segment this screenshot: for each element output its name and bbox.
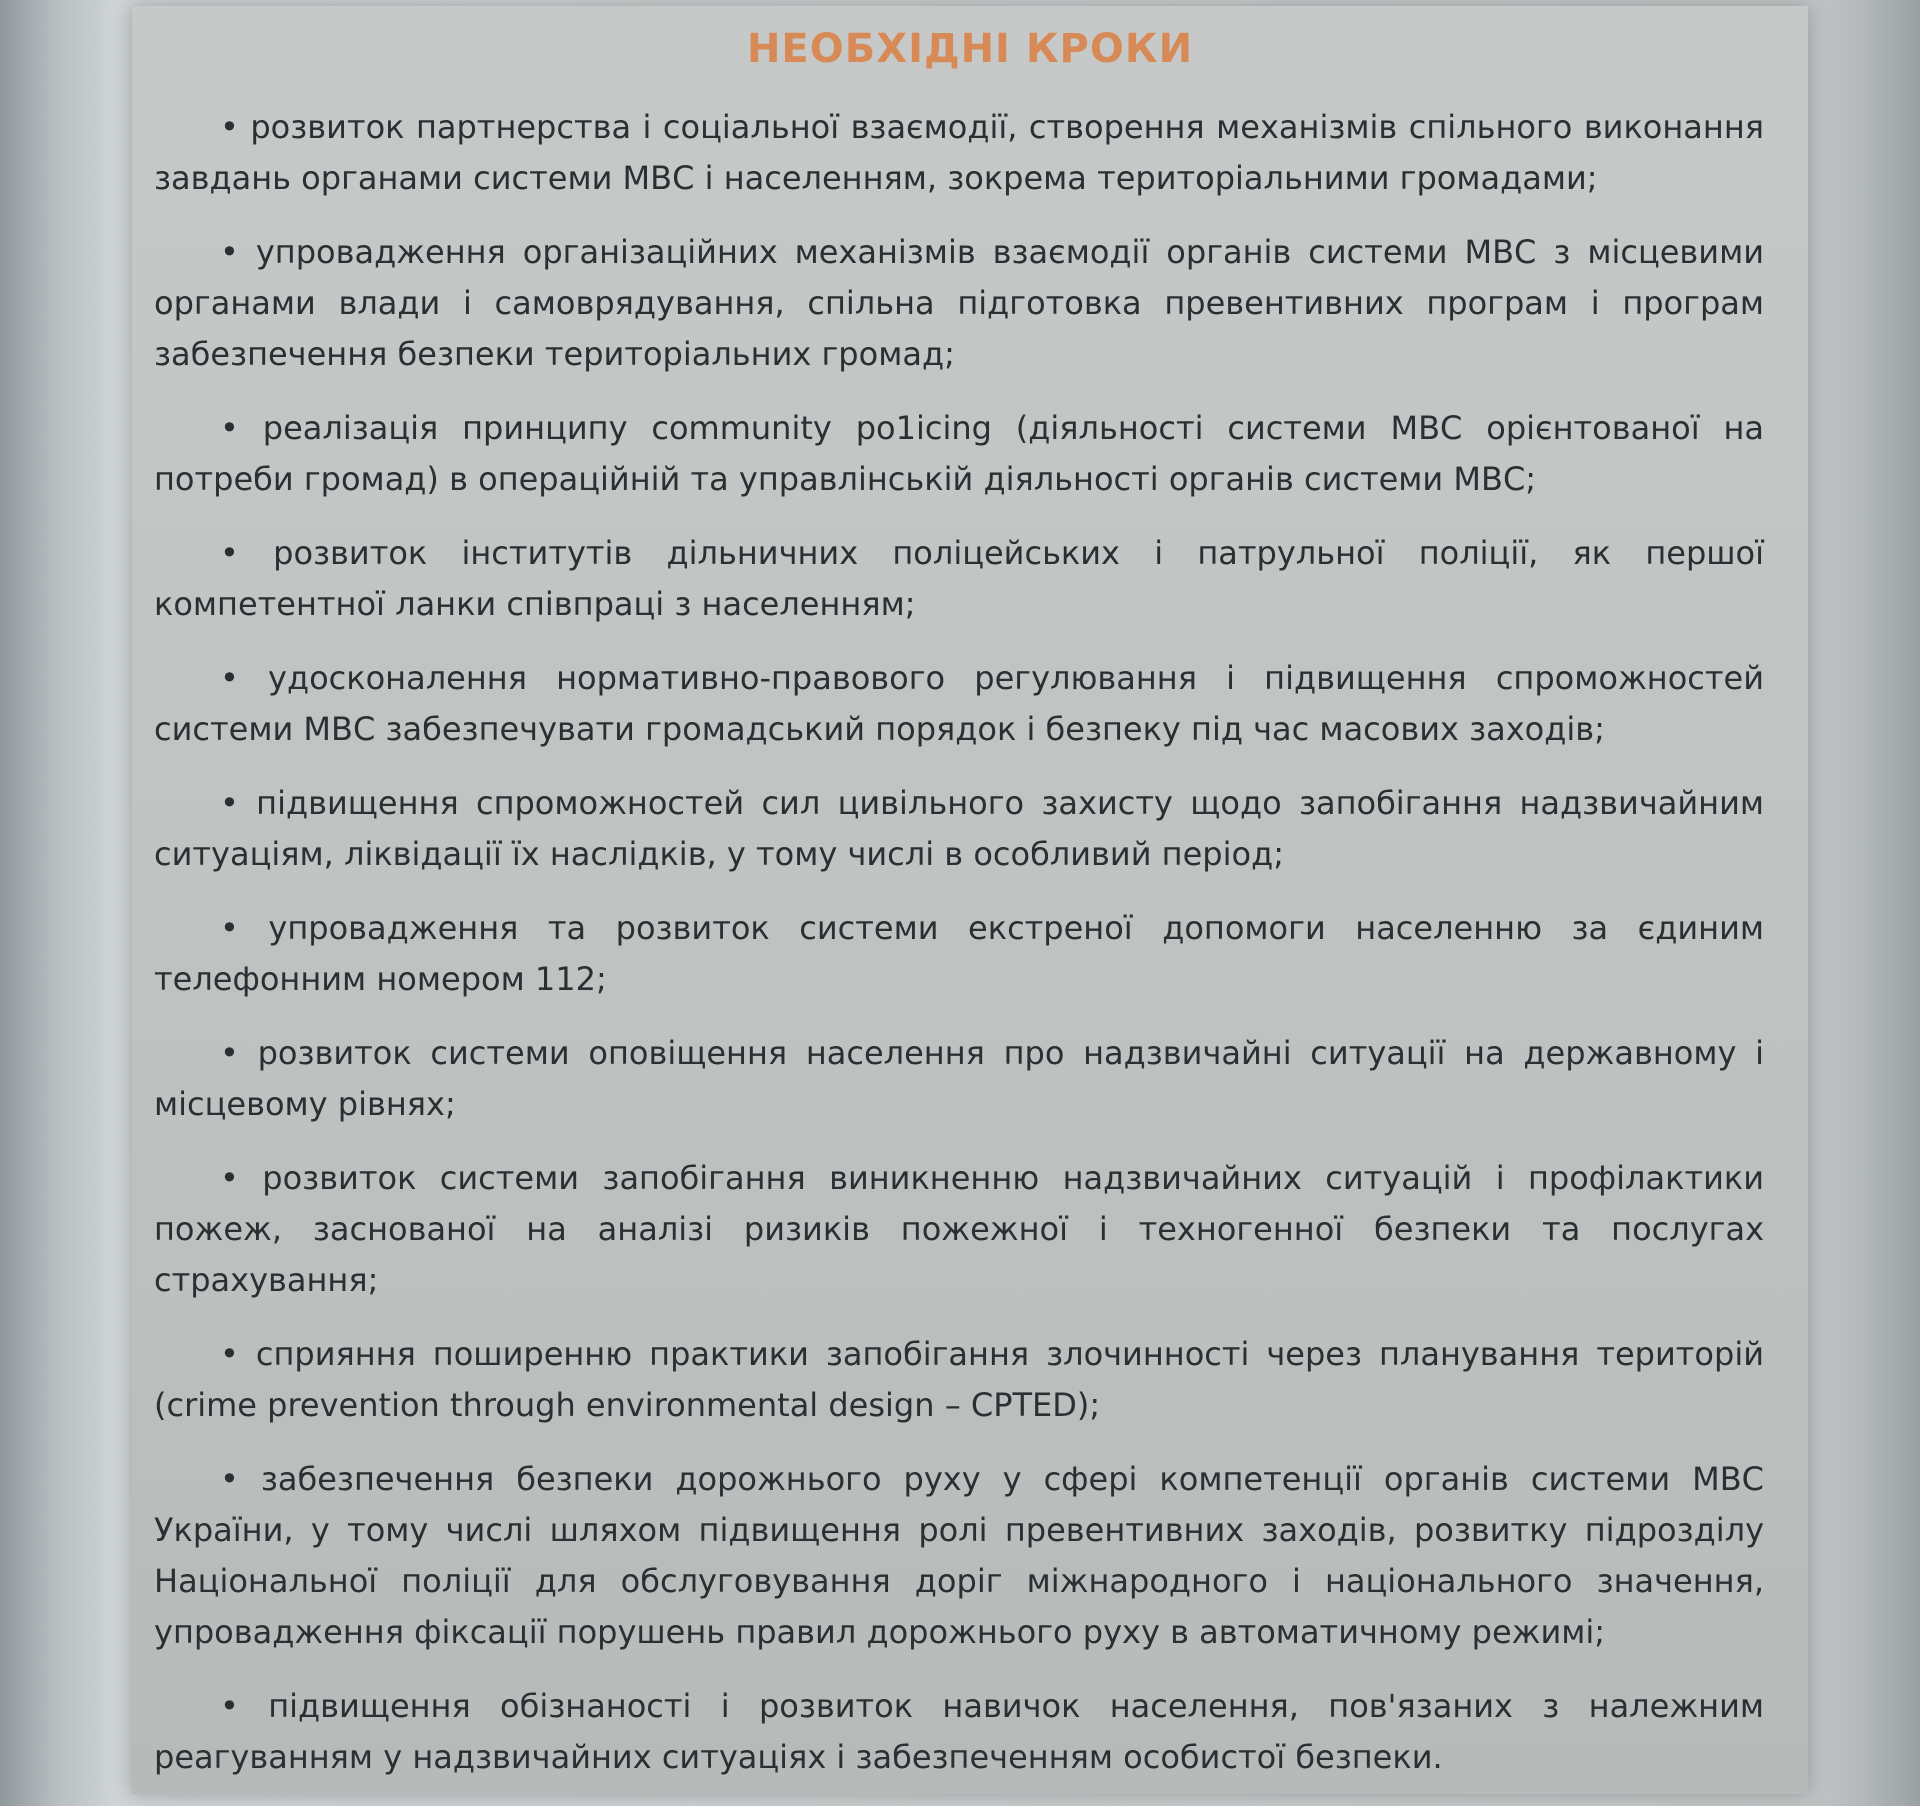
document-page	[132, 6, 1808, 1794]
page-title: НЕОБХІДНІ КРОКИ	[746, 26, 1194, 72]
list-item: • упровадження організаційних механізмів взаємодії органів системи МВС з місцевими органами влади і самоврядування, спільна підготовка превентивних програм і програм забезпечення безпеки територіальних громад;	[154, 227, 1764, 380]
list-item: • розвиток інститутів дільничних поліцейських і патрульної поліції, як першої компетентної ланки співпраці з населенням;	[154, 528, 1764, 630]
list-item: • реалізація принципу community po1icing (діяльності системи МВС орієнтованої на потреби громад) в операційній та управлінській діяльності органів системи МВС;	[154, 403, 1764, 505]
list-item: • розвиток системи запобігання виникненню надзвичайних ситуацій і профілактики пожеж, заснованої на аналізі ризиків пожежної і техногенної безпеки та послугах страхування;	[154, 1153, 1764, 1306]
list-item: • підвищення обізнаності і розвиток навичок населення, пов'язаних з належним реагуванням у надзвичайних ситуаціях і забезпеченням особистої безпеки.	[154, 1681, 1764, 1783]
steps-list	[154, 102, 1764, 1806]
list-item: • забезпечення безпеки дорожнього руху у сфері компетенції органів системи МВС України, у тому числі шляхом підвищення ролі превентивних заходів, розвитку підрозділу Національної поліції для обслуговування доріг міжнародного і національного значення, упровадження фіксації порушень правил дорожнього руху в автоматичному режимі;	[154, 1454, 1764, 1658]
list-item: • розвиток партнерства і соціальної взаємодії, створення механізмів спільного виконання завдань органами системи МВС і населенням, зокрема територіальними громадами;	[154, 102, 1764, 204]
list-item: • підвищення спроможностей сил цивільного захисту щодо запобігання надзвичайним ситуаціям, ліквідації їх наслідків, у тому числі в особливий період;	[154, 778, 1764, 880]
list-item: • удосконалення нормативно-правового регулювання і підвищення спроможностей системи МВС забезпечувати громадський порядок і безпеку під час масових заходів;	[154, 653, 1764, 755]
list-item: • сприяння поширенню практики запобігання злочинності через планування територій (crime prevention through environmental design – CPTED);	[154, 1329, 1764, 1431]
list-item: • розвиток системи оповіщення населення про надзвичайні ситуації на державному і місцевому рівнях;	[154, 1028, 1764, 1130]
list-item: • упровадження та розвиток системи екстреної допомоги населенню за єдиним телефонним номером 112;	[154, 903, 1764, 1005]
